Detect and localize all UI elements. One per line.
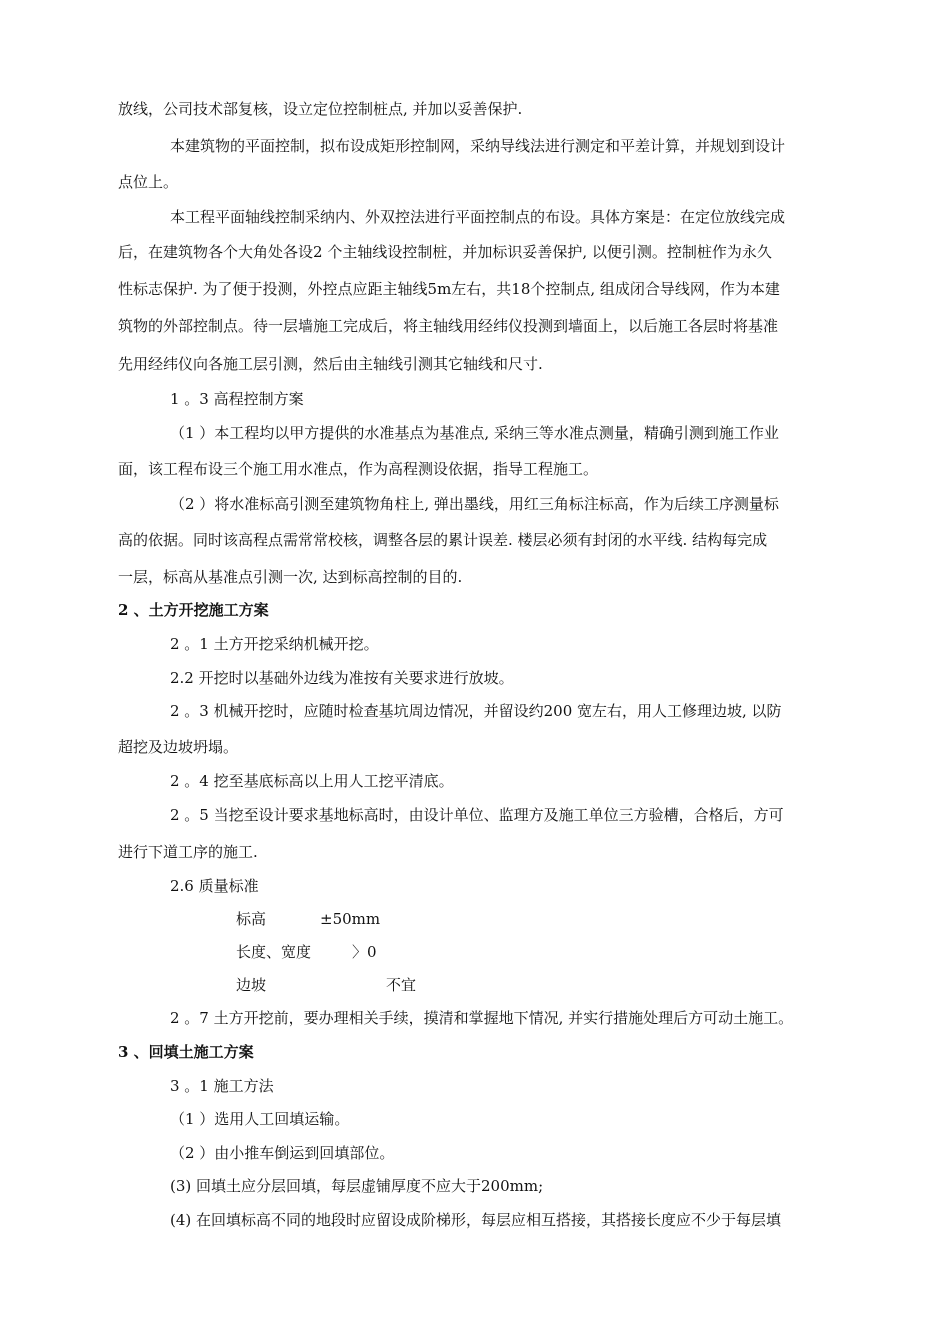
subsection-heading: 3 。1 施工方法: [170, 1077, 274, 1095]
paragraph-line: 2 。7 土方开挖前，要办理相关手续，摸清和掌握地下情况, 并实行措施处理后方可动土施工。: [170, 1009, 794, 1027]
quality-value: 不宜: [386, 976, 417, 994]
paragraph-line: 面，该工程布设三个施工用水准点，作为高程测设依据，指导工程施工。: [118, 460, 599, 478]
paragraph-line: 筑物的外部控制点。待一层墙施工完成后，将主轴线用经纬仪投测到墙面上，以后施工各层时将基准: [118, 317, 779, 335]
paragraph-line: 进行下道工序的施工.: [118, 843, 258, 861]
paragraph-line: （2 ）将水准标高引测至建筑物角柱上, 弹出墨线，用红三角标注标高，作为后续工序测量标: [170, 495, 779, 513]
paragraph-line: 2 。1 土方开挖采纳机械开挖。: [170, 635, 379, 653]
paragraph-line: 2 。5 当挖至设计要求基地标高时，由设计单位、监理方及施工单位三方验槽，合格后，方可: [170, 806, 784, 824]
section-heading: 2 、土方开挖施工方案: [118, 601, 269, 619]
quality-label: 长度、宽度: [236, 943, 312, 961]
paragraph-line: 先用经纬仪向各施工层引测，然后由主轴线引测其它轴线和尺寸.: [118, 355, 543, 373]
paragraph-line: （1 ）本工程均以甲方提供的水准基点为基准点, 采纳三等水准点测量，精确引测到施工作业: [170, 424, 779, 442]
quality-value: 〉0: [352, 943, 377, 961]
paragraph-line: 2.2 开挖时以基础外边线为准按有关要求进行放坡。: [170, 669, 514, 687]
paragraph-line: 2 。4 挖至基底标高以上用人工挖平清底。: [170, 772, 454, 790]
list-item: （2 ）由小推车倒运到回填部位。: [170, 1144, 395, 1162]
paragraph-line: 高的依据。同时该高程点需常常校核，调整各层的累计误差. 楼层必须有封闭的水平线. 结构每完成: [118, 531, 768, 549]
quality-label: 边坡: [236, 976, 267, 994]
paragraph-line: 后，在建筑物各个大角处各设2 个主轴线设控制桩，并加标识妥善保护, 以便引测。控制桩作为永久: [118, 243, 772, 261]
paragraph-line: 一层，标高从基准点引测一次, 达到标高控制的目的.: [118, 568, 463, 586]
paragraph-line: 本工程平面轴线控制采纳内、外双控法进行平面控制点的布设。具体方案是：在定位放线完成: [170, 208, 786, 226]
paragraph-line: 本建筑物的平面控制，拟布设成矩形控制网，采纳导线法进行测定和平差计算，并规划到设计: [170, 137, 786, 155]
paragraph-line: 2 。3 机械开挖时，应随时检查基坑周边情况，并留设约200 宽左右，用人工修理边坡, 以防: [170, 702, 782, 720]
quality-label: 标高: [236, 910, 267, 928]
paragraph-line: 性标志保护. 为了便于投测，外控点应距主轴线5m左右，共18个控制点, 组成闭合导线网，作为本建: [118, 280, 780, 298]
paragraph-line: 点位上。: [118, 173, 179, 191]
list-item: (4) 在回填标高不同的地段时应留设成阶梯形，每层应相互搭接，其搭接长度应不少于每层填: [170, 1211, 782, 1229]
subsection-heading: 2.6 质量标准: [170, 877, 259, 895]
quality-value: ±50mm: [320, 910, 381, 928]
list-item: （1 ）选用人工回填运输。: [170, 1110, 350, 1128]
section-heading: 3 、回填土施工方案: [118, 1043, 254, 1061]
paragraph-line: 放线，公司技术部复核，设立定位控制桩点, 并加以妥善保护.: [118, 100, 523, 118]
paragraph-line: 超挖及边坡坍塌。: [118, 738, 239, 756]
subsection-heading: 1 。3 高程控制方案: [170, 390, 304, 408]
list-item: (3) 回填土应分层回填，每层虚铺厚度不应大于200mm;: [170, 1177, 544, 1195]
